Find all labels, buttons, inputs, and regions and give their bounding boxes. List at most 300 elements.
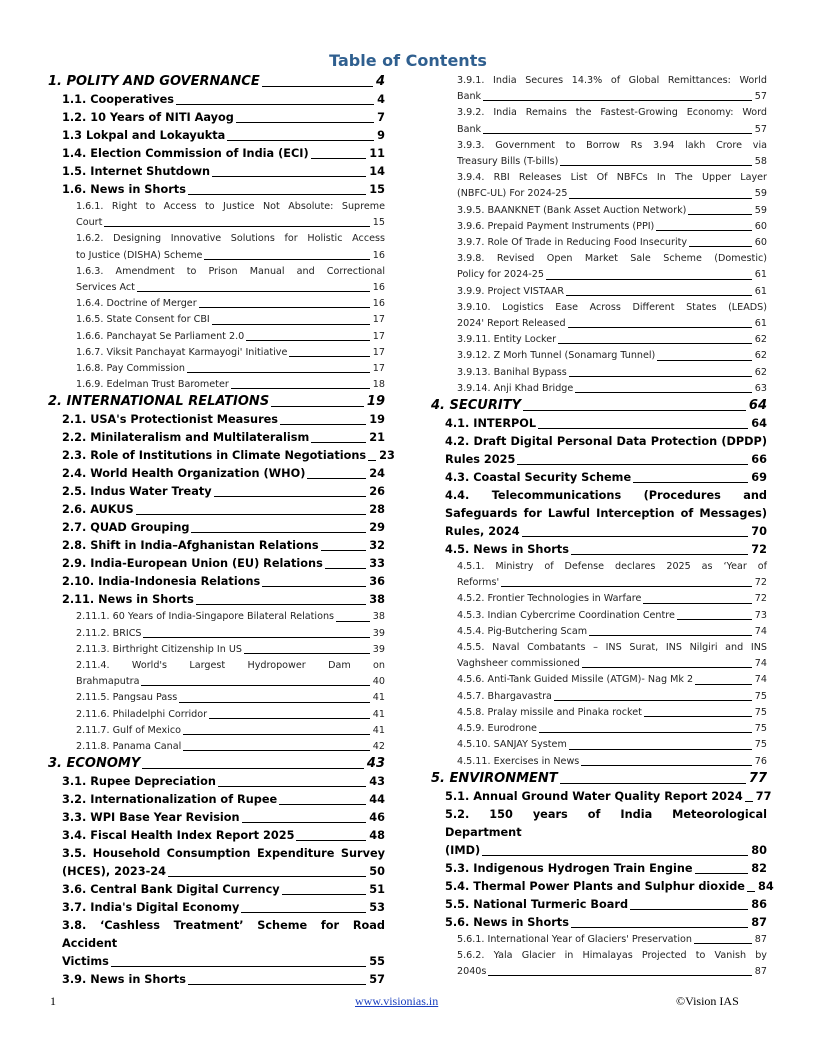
leader-line [325,568,366,569]
toc-entry-page: 14 [369,165,385,178]
toc-entry-subsection[interactable] [431,381,767,397]
leader-line [483,133,752,134]
leader-line [271,406,364,407]
toc-entry-label: 4.3. Coastal Security Scheme [445,471,632,485]
toc-entry-label: 5.3. Indigenous Hydrogen Train Engine [445,861,693,875]
toc-entry-label: 1.6.1. Right to Access to Justice Not Absolute: Supreme [76,201,385,212]
toc-entry-label: 4.5.5. Naval Combatants – INS Surat, INS Nilgiri and INS [457,642,767,654]
toc-entry-label: 3.9.14. Anji Khad Bridge [457,382,574,394]
toc-entry-label: 3.4. Fiscal Health Index Report 2025 [62,829,295,843]
toc-entry-page: 74 [754,658,767,670]
toc-entry-label: 1.6. News in Shorts [62,183,186,196]
toc-entry-label: 4.4. Telecommunications (Procedures and [445,489,767,503]
toc-entry-page: 70 [751,525,767,539]
leader-line [279,804,366,805]
toc-entry-label-cont: Brahmaputra [76,676,140,688]
toc-column-right [431,73,774,980]
toc-entry-label: 2.11.8. Panama Canal [76,741,182,753]
leader-line [523,410,746,411]
toc-entry-page: 69 [751,471,767,485]
toc-entry-chapter[interactable] [48,755,385,773]
toc-entry-subsection[interactable] [431,235,767,251]
toc-entry-label: 1.3 Lokpal and Lokayukta [62,129,226,142]
toc-entry-subsection[interactable] [48,361,385,377]
toc-entry-label: 2.7. QUAD Grouping [62,521,190,535]
toc-entry-label-cont: (IMD) [445,843,481,857]
toc-entry-page: 24 [369,467,385,481]
toc-entry-chapter[interactable] [431,397,767,415]
toc-entry-section[interactable] [48,773,385,791]
leader-line [677,619,752,620]
toc-entry-section[interactable] [431,896,767,914]
leader-line [539,732,752,733]
leader-line [589,635,752,636]
leader-line [187,372,370,373]
toc-entry-section[interactable] [48,917,385,971]
leader-line [568,327,752,328]
toc-entry-page: 46 [369,811,385,825]
leader-line [643,603,751,604]
toc-entry-label: 2.11.3. Birthright Citizenship In US [76,643,243,655]
toc-entry-label: 5.6.2. Yala Glacier in Himalayas Projected to Vanish by [457,949,767,961]
leader-line [630,909,748,910]
toc-entry-page: 64 [748,398,767,414]
toc-entry-subsection[interactable] [431,300,767,332]
toc-entry-label: 5.1. Annual Ground Water Quality Report 2024 [445,789,743,803]
toc-entry-chapter[interactable] [48,73,385,91]
toc-entry-label: 4.1. INTERPOL [445,417,537,431]
toc-entry-page: 41 [372,692,385,704]
toc-entry-label: 3.9.8. Revised Open Market Sale Scheme (Domestic) [457,253,767,265]
toc-entry-subsection[interactable] [431,559,767,591]
toc-entry-subsection[interactable] [431,170,767,202]
leader-line [136,514,367,515]
toc-entry-section[interactable] [431,541,767,559]
leader-line [368,460,376,461]
toc-entry-label-cont: to Justice (DISHA) Scheme [76,249,203,261]
toc-entry-page: 17 [372,314,385,326]
toc-entry-page: 39 [372,627,385,639]
toc-entry-label: 3.9.6. Prepaid Payment Instruments (PPI) [457,220,655,232]
toc-entry-section[interactable] [48,181,385,199]
toc-entry-subsection[interactable] [431,365,767,381]
leader-line [745,801,753,802]
toc-entry-label-cont: Policy for 2024-25 [457,269,544,281]
toc-entry-page: 4 [377,93,385,106]
toc-entry-label: 2.9. India-European Union (EU) Relations [62,557,323,571]
toc-entry-page: 72 [754,593,767,605]
toc-entry-subsection[interactable] [431,640,767,672]
toc-entry-page: 19 [369,413,385,427]
leader-line [141,685,369,686]
toc-entry-label: 4.5.1. Ministry of Defense declares 2025 as ‘Year of [457,561,767,573]
page-number: 1 [50,994,56,1008]
toc-entry-page: 40 [372,676,385,688]
toc-entry-label: 4.5.4. Pig-Butchering Scam [457,625,588,637]
toc-entry-label: 5.5. National Turmeric Board [445,897,629,911]
toc-entry-label: 2.6. AUKUS [62,503,134,517]
toc-entry-section[interactable] [48,465,385,483]
toc-entry-page: 51 [369,883,385,897]
toc-entry-subsection[interactable] [431,754,767,770]
leader-line [212,324,370,325]
copyright: ©Vision IAS [676,994,739,1008]
toc-entry-section[interactable] [48,109,385,127]
toc-entry-subsection[interactable] [431,932,767,948]
toc-entry-page: 62 [754,334,767,346]
toc-entry-page: 57 [369,973,385,987]
toc-entry-label: 1.1. Cooperatives [62,93,175,106]
toc-entry-section[interactable] [48,591,385,609]
toc-entry-section[interactable] [48,145,385,163]
toc-entry-label: 5.2. 150 years of India Meteorological Department [445,807,767,839]
toc-entry-label: 4.5.10. SANJAY System [457,739,567,751]
toc-entry-label: 5. ENVIRONMENT [431,770,558,786]
toc-entry-section[interactable] [48,881,385,899]
toc-entry-chapter[interactable] [431,770,767,788]
toc-entry-subsection[interactable] [48,345,385,361]
leader-line [336,621,370,622]
toc-entry-page: 87 [754,933,767,945]
toc-entry-page: 75 [754,723,767,735]
toc-entry-label-cont: Services Act [76,282,135,294]
toc-entry-subsection[interactable] [431,591,767,607]
leader-line [143,637,369,638]
toc-entry-subsection[interactable] [431,219,767,235]
toc-entry-section[interactable] [48,573,385,591]
leader-line [688,214,751,215]
toc-entry-label-cont: Bank [457,123,482,135]
toc-entry-label-cont: Bank [457,91,482,103]
leader-line [558,343,752,344]
toc-entry-label-cont: (HCES), 2023-24 [62,865,166,879]
toc-entry-subsection[interactable] [431,721,767,737]
toc-entry-subsection[interactable] [48,296,385,312]
leader-line [569,749,752,750]
leader-line [538,428,748,429]
toc-entry-page: 76 [754,755,767,767]
toc-entry-page: 66 [751,453,767,467]
toc-entry-section[interactable] [48,429,385,447]
toc-entry-subsection[interactable] [431,672,767,688]
toc-entry-page: 59 [754,188,767,200]
toc-entry-section[interactable] [48,827,385,845]
toc-entry-page: 74 [754,674,767,686]
toc-entry-label-cont: Court [76,217,103,229]
website-link[interactable]: www.visionias.in [355,994,439,1008]
toc-entry-label-cont: Vaghsheer commissioned [457,658,580,670]
toc-entry-subsection[interactable] [431,105,767,137]
toc-entry-page: 87 [751,915,767,929]
toc-entry-label: 1.6.5. State Consent for CBI [76,314,210,326]
leader-line [560,165,751,166]
toc-entry-page: 16 [372,298,385,310]
toc-entry-page: 4 [375,74,385,89]
leader-line [656,230,751,231]
toc-entry-page: 82 [751,861,767,875]
toc-entry-chapter[interactable] [48,393,385,411]
toc-entry-label: 2.1. USA's Protectionist Measures [62,413,279,427]
toc-entry-page: 75 [754,739,767,751]
toc-entry-label: 1.6.9. Edelman Trust Barometer [76,379,229,391]
toc-entry-subsection[interactable] [48,231,385,263]
toc-entry-label: 3.9.1. India Secures 14.3% of Global Remittances: World [457,75,767,86]
toc-entry-page: 41 [372,708,385,720]
toc-entry-label-cont: (NBFC-UL) For 2024-25 [457,188,568,200]
toc-entry-subsection[interactable] [48,329,385,345]
toc-entry-page: 36 [369,575,385,589]
toc-entry-section[interactable] [48,971,385,989]
toc-entry-page: 9 [377,129,385,142]
toc-entry-page: 73 [754,609,767,621]
toc-entry-subsection[interactable] [48,690,385,706]
toc-entry-section[interactable] [431,860,767,878]
toc-entry-page: 61 [754,269,767,281]
toc-entry-page: 55 [369,955,385,969]
toc-entry-subsection[interactable] [48,626,385,642]
toc-entry-label-cont: Treasury Bills (T-bills) [457,156,559,168]
toc-entry-subsection[interactable] [431,73,767,105]
leader-line [501,586,752,587]
leader-line [289,356,369,357]
toc-entry-label: 3.9. News in Shorts [62,973,186,987]
toc-entry-label: 1.2. 10 Years of NITI Aayog [62,111,234,124]
toc-entry-subsection[interactable] [48,723,385,739]
toc-entry-page: 72 [751,543,767,557]
toc-entry-label-cont: Safeguards for Lawful Interception of Messages) [445,507,767,521]
toc-entry-page: 62 [754,350,767,362]
toc-entry-page: 77 [755,789,772,803]
toc-entry-label: 2.5. Indus Water Treaty [62,485,212,499]
toc-entry-page: 38 [372,611,385,623]
leader-line [483,100,752,101]
leader-line [695,684,752,685]
toc-entry-section[interactable] [48,501,385,519]
toc-entry-section[interactable] [48,519,385,537]
toc-entry-label: 3.9.2. India Remains the Fastest-Growing Economy: Word [457,107,767,119]
toc-entry-label: 3.9.13. Banihal Bypass [457,366,567,378]
toc-entry-label: 2.11. News in Shorts [62,593,194,607]
leader-line [644,716,752,717]
toc-entry-page: 41 [372,724,385,736]
toc-entry-label: 4.5.11. Exercises in News [457,755,580,767]
toc-entry-subsection[interactable] [431,624,767,640]
toc-entry-subsection[interactable] [431,705,767,721]
leader-line [321,550,367,551]
toc-entry-page: 64 [751,417,767,431]
toc-entry-subsection[interactable] [48,658,385,690]
toc-entry-label: 2.2. Minilateralism and Multilateralism [62,431,310,445]
toc-entry-label: 4.5.2. Frontier Technologies in Warfare [457,593,642,605]
toc-entry-page: 57 [754,91,767,103]
toc-entry-section[interactable] [48,163,385,181]
toc-entry-label: 1.6.4. Doctrine of Merger [76,298,197,310]
toc-entry-label: 3.9.9. Project VISTAAR [457,285,565,297]
toc-entry-label: 3.9.7. Role Of Trade in Reducing Food Insecurity [457,237,688,249]
toc-entry-page: 58 [754,156,767,168]
toc-entry-section[interactable] [431,469,767,487]
toc-entry-page: 11 [369,147,385,160]
toc-entry-label: 3.3. WPI Base Year Revision [62,811,240,825]
toc-entry-page: 80 [751,843,767,857]
leader-line [554,700,752,701]
leader-line [571,927,748,928]
toc-entry-section[interactable] [48,537,385,555]
toc-entry-label: 3.9.3. Government to Borrow Rs 3.94 lakh Crore via [457,139,767,151]
toc-entry-section[interactable] [431,415,767,433]
leader-line [311,158,367,159]
leader-line [262,586,366,587]
toc-entry-page: 74 [754,625,767,637]
toc-entry-page: 17 [372,363,385,375]
toc-column-left [48,73,395,989]
leader-line [242,822,367,823]
toc-entry-section[interactable] [431,788,772,806]
toc-entry-subsection[interactable] [431,138,767,170]
toc-entry-page: 48 [369,829,385,843]
toc-entry-page: 44 [369,793,385,807]
toc-entry-section[interactable] [48,483,385,501]
leader-line [522,536,749,537]
leader-line [657,360,751,361]
toc-entry-page: 33 [369,557,385,571]
leader-line [236,122,374,123]
toc-entry-page: 53 [369,901,385,915]
toc-entry-section[interactable] [431,806,767,860]
toc-entry-subsection[interactable] [431,608,767,624]
leader-line [280,424,366,425]
toc-entry-section[interactable] [48,91,385,109]
leader-line [231,388,370,389]
toc-entry-label-cont: 2024' Report Released [457,318,566,330]
toc-entry-subsection[interactable] [48,264,385,296]
leader-line [218,786,366,787]
toc-entry-label: 3.6. Central Bank Digital Currency [62,883,280,897]
leader-line [191,532,366,533]
toc-entry-section[interactable] [48,447,395,465]
toc-entry-page: 17 [372,346,385,358]
toc-entry-section[interactable] [48,899,385,917]
toc-entry-subsection[interactable] [48,739,385,755]
toc-entry-page: 87 [754,966,767,978]
toc-entry-page: 21 [369,431,385,445]
toc-entry-subsection[interactable] [431,737,767,753]
toc-entry-label: 3. ECONOMY [48,756,141,772]
leader-line [633,482,748,483]
toc-entry-subsection[interactable] [431,284,767,300]
toc-entry-page: 15 [372,217,385,229]
toc-entry-page: 57 [754,123,767,135]
leader-line [179,702,370,703]
toc-entry-section[interactable] [431,914,767,932]
toc-entry-label: 3.8. ‘Cashless Treatment’ Scheme for Road Accident [62,919,385,951]
leader-line [227,140,374,141]
toc-entry-page: 17 [372,330,385,342]
toc-entry-label: 3.9.12. Z Morh Tunnel (Sonamarg Tunnel) [457,350,656,362]
toc-entry-section[interactable] [431,433,767,469]
toc-entry-subsection[interactable] [48,707,385,723]
leader-line [183,734,370,735]
leader-line [694,943,752,944]
toc-entry-label: 2.11.2. BRICS [76,627,142,639]
toc-entry-section[interactable] [48,809,385,827]
toc-entry-subsection[interactable] [431,203,767,219]
leader-line [142,768,364,769]
leader-line [569,198,751,199]
toc-entry-page: 60 [754,237,767,249]
toc-entry-subsection[interactable] [48,642,385,658]
toc-entry-subsection[interactable] [431,689,767,705]
leader-line [575,392,751,393]
leader-line [168,876,366,877]
toc-entry-label: 1.6.8. Pay Commission [76,363,186,375]
toc-entry-subsection[interactable] [48,377,385,393]
leader-line [581,765,751,766]
toc-entry-section[interactable] [48,411,385,429]
leader-line [137,291,370,292]
toc-entry-section[interactable] [48,555,385,573]
toc-entry-subsection[interactable] [48,199,385,231]
toc-entry-label: 3.1. Rupee Depreciation [62,775,216,789]
leader-line [282,894,367,895]
toc-entry-subsection[interactable] [431,948,767,980]
toc-entry-section[interactable] [48,845,385,881]
toc-entry-subsection[interactable] [48,609,385,625]
toc-entry-section[interactable] [431,487,767,541]
toc-entry-section[interactable] [48,127,385,145]
leader-line [582,667,752,668]
toc-entry-label: 4. SECURITY [431,398,521,414]
toc-entry-label-cont: Reforms' [457,577,500,589]
toc-entry-page: 42 [372,741,385,753]
leader-line [747,891,755,892]
leader-line [488,975,751,976]
toc-entry-subsection[interactable] [431,348,767,364]
toc-entry-page: 43 [366,756,385,772]
toc-entry-page: 61 [754,318,767,330]
leader-line [296,840,366,841]
leader-line [199,307,370,308]
toc-entry-subsection[interactable] [431,251,767,283]
toc-entry-page: 62 [754,366,767,378]
leader-line [104,226,369,227]
toc-entry-label: 4.5.7. Bhargavastra [457,690,552,702]
leader-line [204,259,369,260]
toc-entry-label-cont: 2040s [457,966,487,978]
toc-entry-label: 3.9.11. Entity Locker [457,334,557,346]
toc-entry-page: 39 [372,643,385,655]
toc-entry-label: 4.5.9. Eurodrone [457,723,537,735]
leader-line [214,496,367,497]
toc-entry-label: 5.6. News in Shorts [445,915,569,929]
toc-entry-label-cont: Rules, 2024 [445,525,520,539]
toc-entry-label: 5.4. Thermal Power Plants and Sulphur dioxide [445,879,745,893]
leader-line [246,340,370,341]
leader-line [569,376,752,377]
toc-entry-section[interactable] [431,878,774,896]
toc-entry-page: 61 [754,285,767,297]
toc-entry-subsection[interactable] [431,332,767,348]
toc-entry-section[interactable] [48,791,385,809]
toc-entry-subsection[interactable] [48,312,385,328]
toc-entry-page: 43 [369,775,385,789]
leader-line [188,194,366,195]
leader-line [482,855,748,856]
toc-entry-label: 1.6.7. Viksit Panchayat Karmayogi' Initiative [76,346,288,358]
leader-line [244,653,370,654]
leader-line [183,750,369,751]
toc-entry-page: 84 [757,879,774,893]
